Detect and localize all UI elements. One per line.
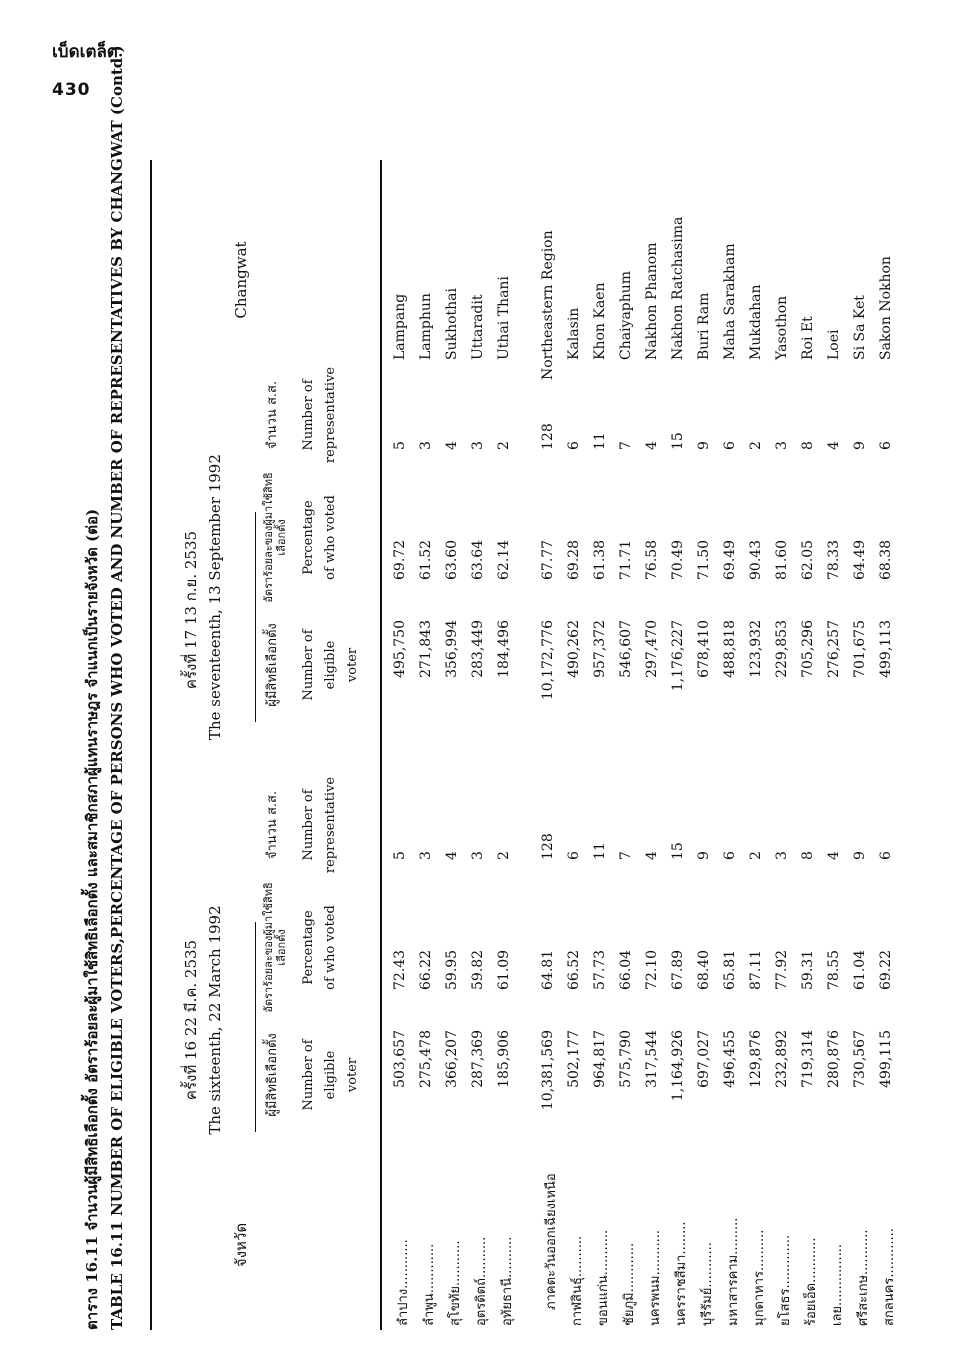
cell-percent-16: 87.11 — [748, 949, 764, 990]
cell-reps-16: 3 — [774, 851, 790, 860]
cell-percent-16: 68.40 — [696, 949, 712, 990]
cell-changwat-thai: อุทัยธานี.......... — [500, 1236, 515, 1326]
cell-percent-17: 68.38 — [878, 539, 894, 580]
cell-eligible-16: 232,892 — [774, 1030, 790, 1088]
sub-reps-line2: representative — [323, 776, 338, 874]
cell-percent-16: 65.81 — [722, 949, 738, 990]
cell-eligible-16: 499,115 — [878, 1030, 894, 1088]
cell-reps-16: 9 — [852, 851, 868, 860]
sub-eligible-line1: Number of — [301, 629, 316, 701]
cell-eligible-16: 129,876 — [748, 1030, 764, 1088]
cell-changwat-eng: Nakhon Phanom — [644, 242, 660, 360]
cell-eligible-17: 546,607 — [618, 620, 634, 678]
cell-percent-16: 59.82 — [470, 949, 486, 990]
sub-percent-line2: of who voted — [323, 495, 338, 580]
cell-percent-17: 69.72 — [392, 539, 408, 580]
table-row — [418, 160, 444, 1330]
book-title: เบ็ดเตล็ด — [52, 42, 118, 62]
cell-reps-17: 3 — [418, 441, 434, 450]
cell-changwat-eng: Buri Ram — [696, 292, 712, 360]
sub-eligible-line2: eligible — [323, 640, 338, 690]
cell-reps-16: 6 — [722, 851, 738, 860]
sub-percent-line1: Percentage — [301, 500, 316, 575]
top-rule — [150, 160, 152, 1330]
cell-reps-17: 6 — [878, 441, 894, 450]
table-caption-thai: ตาราง 16.11 จำนวนผู้มีสิทธิเลือกตั้ง อัตราร้อยละผู้มาใช้สิทธิเลือกตั้ง และสมาชิกสภาผู้แทนราษฎร จำแนกเป็นรายจังหวัด (ต่อ) — [83, 508, 101, 1330]
cell-changwat-eng: Maha Sarakham — [722, 243, 738, 360]
cell-eligible-16: 503,657 — [392, 1030, 408, 1088]
sub-reps-thai-2: จำนวน ส.ส. — [265, 380, 280, 450]
sub-percent-line1: Percentage — [301, 910, 316, 985]
cell-eligible-17: 488,818 — [722, 620, 738, 678]
cell-changwat-thai: ลำพูน............ — [422, 1243, 437, 1326]
cell-percent-17: 71.71 — [618, 539, 634, 580]
cell-changwat-thai: สกลนคร............ — [882, 1228, 897, 1326]
cell-changwat-eng: Lampang — [392, 293, 408, 360]
cell-changwat-thai: มุกดาหาร.......... — [752, 1229, 767, 1326]
cell-percent-16: 67.89 — [670, 949, 686, 990]
cell-changwat-thai: ยโสธร............. — [778, 1234, 793, 1326]
cell-reps-17: 9 — [852, 441, 868, 450]
cell-percent-16: 64.81 — [540, 949, 556, 990]
cell-eligible-17: 1,176,227 — [670, 620, 686, 692]
cell-changwat-thai: นครราชสีมา........ — [674, 1221, 689, 1326]
cell-reps-16: 11 — [592, 842, 608, 860]
cell-reps-17: 3 — [774, 441, 790, 450]
cell-percent-17: 63.64 — [470, 539, 486, 580]
cell-eligible-16: 964,817 — [592, 1030, 608, 1088]
cell-changwat-thai: สุโขทัย........... — [448, 1240, 463, 1326]
cell-changwat-eng: Khon Kaen — [592, 282, 608, 360]
cell-reps-16: 15 — [670, 842, 686, 860]
cell-eligible-16: 697,027 — [696, 1030, 712, 1088]
sub-eligible-thai-1: ผู้มีสิทธิเลือกตั้ง — [265, 1033, 280, 1117]
cell-eligible-17: 271,843 — [418, 620, 434, 678]
cell-reps-16: 4 — [444, 851, 460, 860]
sub-reps-thai-1: จำนวน ส.ส. — [265, 790, 280, 860]
cell-reps-17: 6 — [566, 441, 582, 450]
cell-percent-17: 64.49 — [852, 539, 868, 580]
cell-reps-17: 5 — [392, 441, 408, 450]
cell-changwat-thai: ร้อยเอ็ด........... — [804, 1237, 819, 1326]
cell-eligible-16: 10,381,569 — [540, 1030, 556, 1111]
cell-percent-16: 69.22 — [878, 949, 894, 990]
cell-eligible-17: 678,410 — [696, 620, 712, 678]
cell-eligible-16: 185,906 — [496, 1030, 512, 1088]
cell-reps-17: 2 — [748, 441, 764, 450]
cell-percent-16: 72.43 — [392, 949, 408, 990]
cell-changwat-eng: Si Sa Ket — [852, 295, 868, 360]
cell-changwat-eng: Loei — [826, 329, 842, 360]
group1-underline — [255, 922, 256, 1132]
table-row — [696, 160, 722, 1330]
cell-changwat-eng: Sukhothai — [444, 287, 460, 360]
sub-eligible-line2: eligible — [323, 1050, 338, 1100]
sub-reps-eng-1 — [298, 765, 342, 885]
cell-reps-16: 3 — [470, 851, 486, 860]
cell-eligible-16: 275,478 — [418, 1030, 434, 1088]
cell-eligible-16: 719,314 — [800, 1030, 816, 1088]
sub-reps-line2: representative — [323, 366, 338, 464]
cell-eligible-17: 297,470 — [644, 620, 660, 678]
cell-percent-17: 78.33 — [826, 539, 842, 580]
table-caption-english: TABLE 16.11 NUMBER OF ELIGIBLE VOTERS,PERCENTAGE OF PERSONS WHO VOTED AND NUMBER OF REPRESENTATIVES BY CHANGWAT (Contd.) — [108, 45, 126, 1330]
sub-reps-line1: Number of — [301, 789, 316, 861]
cell-reps-17: 4 — [644, 441, 660, 450]
table-row — [592, 160, 618, 1330]
cell-eligible-16: 280,876 — [826, 1030, 842, 1088]
cell-reps-16: 3 — [418, 851, 434, 860]
cell-changwat-thai: อุตรดิตถ์.......... — [474, 1236, 489, 1326]
cell-changwat-eng: Uthai Thani — [496, 276, 512, 360]
sub-percent-thai-1: อัตราร้อยละของผู้มาใช้สิทธิเลือกตั้ง — [262, 882, 288, 1013]
cell-reps-16: 2 — [748, 851, 764, 860]
cell-eligible-16: 1,164,926 — [670, 1030, 686, 1102]
sub-reps-eng-2 — [298, 355, 342, 475]
cell-eligible-17: 123,932 — [748, 620, 764, 678]
cell-reps-16: 6 — [566, 851, 582, 860]
group2-underline — [255, 512, 256, 722]
col-header-english: Changwat — [232, 241, 250, 319]
cell-percent-16: 72.10 — [644, 949, 660, 990]
cell-reps-16: 128 — [540, 833, 556, 860]
group2-thai: ครั้งที่ 17 13 ก.ย. 2535 — [182, 530, 200, 690]
cell-eligible-17: 184,496 — [496, 620, 512, 678]
table-row — [878, 160, 904, 1330]
region-total-row — [540, 160, 566, 1330]
sub-eligible-line3: voter — [345, 1057, 360, 1093]
cell-reps-17: 11 — [592, 432, 608, 450]
table-row — [826, 160, 852, 1330]
cell-changwat-thai: เลย............... — [830, 1243, 845, 1326]
table-row — [566, 160, 592, 1330]
cell-percent-17: 76.58 — [644, 539, 660, 580]
cell-changwat-eng: Mukdahan — [748, 284, 764, 360]
sub-percent-eng-2 — [298, 475, 342, 600]
cell-percent-17: 69.28 — [566, 539, 582, 580]
sub-eligible-thai-2: ผู้มีสิทธิเลือกตั้ง — [265, 623, 280, 707]
cell-eligible-17: 957,372 — [592, 620, 608, 678]
cell-changwat-eng: Kalasin — [566, 307, 582, 360]
cell-eligible-17: 701,675 — [852, 620, 868, 678]
cell-changwat-eng: Sakon Nokhon — [878, 256, 894, 360]
cell-percent-16: 66.52 — [566, 949, 582, 990]
page-number: 430 — [52, 80, 91, 100]
cell-percent-17: 69.49 — [722, 539, 738, 580]
header-rule — [380, 160, 382, 1330]
sub-eligible-eng-2 — [298, 605, 364, 725]
cell-percent-16: 61.09 — [496, 949, 512, 990]
cell-percent-16: 59.95 — [444, 949, 460, 990]
cell-changwat-thai: มหาสารคาม......... — [726, 1217, 741, 1326]
group1-thai: ครั้งที่ 16 22 มี.ค. 2535 — [182, 939, 200, 1101]
sub-reps-line1: Number of — [301, 379, 316, 451]
cell-percent-16: 59.31 — [800, 949, 816, 990]
cell-eligible-17: 229,853 — [774, 620, 790, 678]
col-header-thai: จังหวัด — [232, 1222, 250, 1268]
cell-percent-16: 77.92 — [774, 949, 790, 990]
cell-eligible-16: 502,177 — [566, 1030, 582, 1088]
cell-reps-16: 7 — [618, 851, 634, 860]
cell-reps-16: 4 — [826, 851, 842, 860]
sub-percent-thai-2: อัตราร้อยละของผู้มาใช้สิทธิเลือกตั้ง — [262, 472, 288, 603]
sub-eligible-line1: Number of — [301, 1039, 316, 1111]
table-row — [392, 160, 418, 1330]
cell-reps-16: 4 — [644, 851, 660, 860]
cell-reps-16: 5 — [392, 851, 408, 860]
cell-percent-16: 78.55 — [826, 949, 842, 990]
cell-percent-17: 71.50 — [696, 539, 712, 580]
cell-changwat-eng: Lamphun — [418, 293, 434, 360]
cell-percent-17: 62.05 — [800, 539, 816, 580]
rotated-table — [80, 45, 910, 1330]
cell-reps-17: 4 — [444, 441, 460, 450]
sub-eligible-eng-1 — [298, 1015, 364, 1135]
cell-changwat-thai: นครพนม........... — [648, 1229, 663, 1326]
cell-changwat-eng: Nakhon Ratchasima — [670, 216, 686, 360]
cell-eligible-16: 496,455 — [722, 1030, 738, 1088]
cell-reps-17: 3 — [470, 441, 486, 450]
cell-percent-17: 90.43 — [748, 539, 764, 580]
cell-eligible-17: 276,257 — [826, 620, 842, 678]
cell-eligible-17: 499,113 — [878, 620, 894, 678]
cell-changwat-thai: ลำปาง............ — [396, 1239, 411, 1326]
cell-percent-17: 81.60 — [774, 539, 790, 580]
cell-changwat-thai: ชัยภูมิ............ — [622, 1242, 637, 1326]
cell-percent-17: 62.14 — [496, 539, 512, 580]
table-row — [852, 160, 878, 1330]
cell-percent-17: 61.52 — [418, 539, 434, 580]
cell-changwat-thai: ศรีสะเกษ........... — [856, 1229, 871, 1326]
cell-eligible-17: 495,750 — [392, 620, 408, 678]
cell-reps-16: 2 — [496, 851, 512, 860]
cell-eligible-16: 575,790 — [618, 1030, 634, 1088]
cell-reps-17: 7 — [618, 441, 634, 450]
cell-eligible-16: 366,207 — [444, 1030, 460, 1088]
cell-reps-17: 4 — [826, 441, 842, 450]
cell-percent-16: 66.04 — [618, 949, 634, 990]
cell-changwat-thai: ขอนแก่น........... — [596, 1229, 611, 1326]
sub-percent-line2: of who voted — [323, 905, 338, 990]
cell-reps-16: 6 — [878, 851, 894, 860]
table-row — [774, 160, 800, 1330]
cell-percent-17: 61.38 — [592, 539, 608, 580]
sub-percent-eng-1 — [298, 885, 342, 1010]
cell-eligible-17: 705,296 — [800, 620, 816, 678]
cell-eligible-17: 283,449 — [470, 620, 486, 678]
cell-changwat-thai: บุรีรัมย์........... — [700, 1242, 715, 1326]
cell-eligible-16: 730,567 — [852, 1030, 868, 1088]
table-row — [470, 160, 496, 1330]
cell-eligible-16: 287,369 — [470, 1030, 486, 1088]
cell-changwat-eng: Chaiyaphum — [618, 270, 634, 360]
cell-percent-16: 57.73 — [592, 949, 608, 990]
cell-changwat-eng: Uttaradit — [470, 294, 486, 360]
group2-english: The seventeenth, 13 September 1992 — [206, 454, 224, 740]
table-row — [800, 160, 826, 1330]
cell-reps-17: 15 — [670, 432, 686, 450]
cell-percent-16: 66.22 — [418, 949, 434, 990]
group1-english: The sixteenth, 22 March 1992 — [206, 905, 224, 1135]
sub-eligible-line3: voter — [345, 647, 360, 683]
cell-percent-17: 67.77 — [540, 539, 556, 580]
cell-reps-17: 8 — [800, 441, 816, 450]
cell-reps-17: 2 — [496, 441, 512, 450]
cell-eligible-17: 10,172,776 — [540, 620, 556, 701]
cell-eligible-16: 317,544 — [644, 1030, 660, 1088]
cell-reps-17: 9 — [696, 441, 712, 450]
cell-percent-17: 70.49 — [670, 539, 686, 580]
cell-reps-16: 8 — [800, 851, 816, 860]
table-row — [748, 160, 774, 1330]
cell-percent-16: 61.04 — [852, 949, 868, 990]
table-row — [644, 160, 670, 1330]
cell-reps-17: 6 — [722, 441, 738, 450]
cell-reps-16: 9 — [696, 851, 712, 860]
cell-region-eng: Northeastern Region — [540, 230, 556, 380]
table-row — [496, 160, 522, 1330]
cell-region-thai: ภาคตะวันออกเฉียงเหนือ — [544, 1173, 559, 1310]
table-row — [618, 160, 644, 1330]
table-row — [722, 160, 748, 1330]
cell-changwat-eng: Yasothon — [774, 295, 790, 360]
cell-changwat-eng: Roi Et — [800, 316, 816, 360]
cell-eligible-17: 490,262 — [566, 620, 582, 678]
table-row — [670, 160, 696, 1330]
cell-eligible-17: 356,994 — [444, 620, 460, 678]
cell-changwat-thai: กาฬสินธุ์.......... — [570, 1235, 585, 1326]
cell-percent-17: 63.60 — [444, 539, 460, 580]
table-row — [444, 160, 470, 1330]
cell-reps-17: 128 — [540, 423, 556, 450]
